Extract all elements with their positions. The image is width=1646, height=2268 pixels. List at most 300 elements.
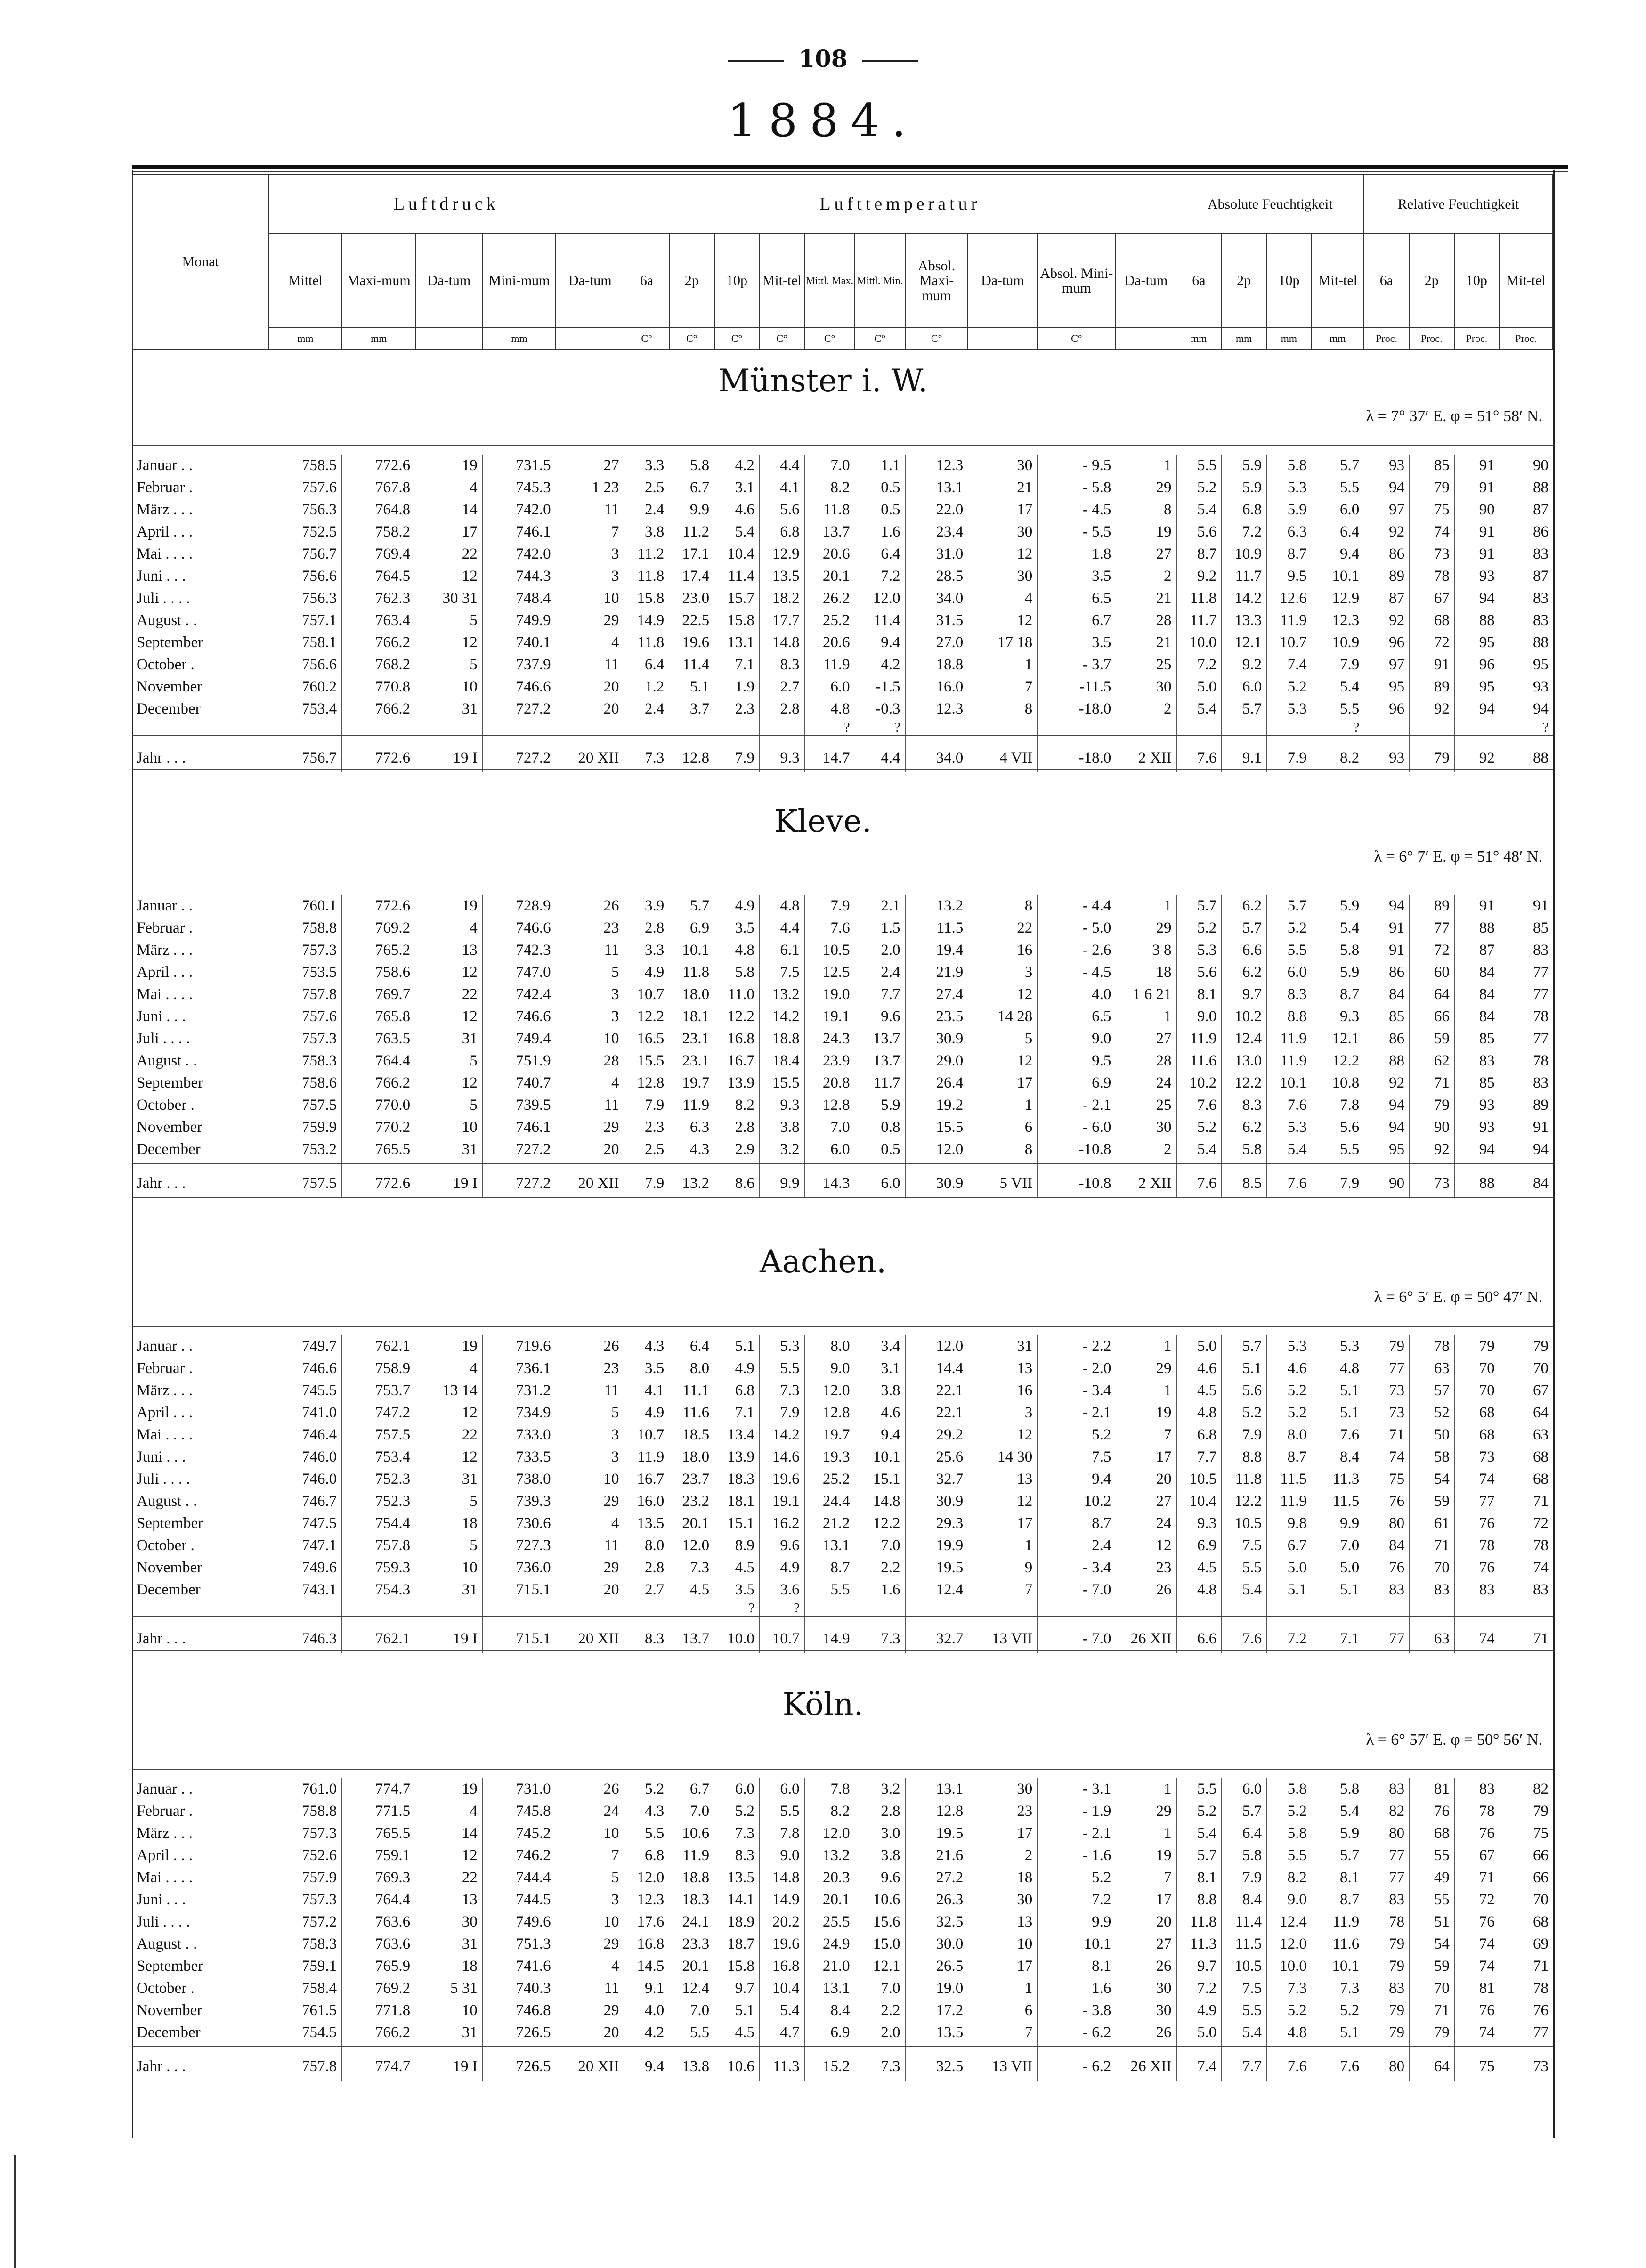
cell: 3 <box>968 961 1038 984</box>
month-label: Jahr . . . <box>137 1174 186 1192</box>
cell: 68 <box>1500 1446 1553 1468</box>
table-row <box>132 1557 1553 1579</box>
cell: 13.7 <box>669 1616 714 1653</box>
cell: 79 <box>1500 1335 1553 1358</box>
header-col-1: Maxi-mum <box>342 234 415 328</box>
cell: 66 <box>1500 1845 1553 1867</box>
cell: 70 <box>1500 1889 1553 1911</box>
cell: 86 <box>1500 521 1553 543</box>
cell: 15.7 <box>714 587 760 610</box>
cell: 12.0 <box>905 1138 968 1161</box>
cell: 13.5 <box>759 565 804 587</box>
cell: 6.4 <box>855 543 905 565</box>
cell: 8.8 <box>1176 1889 1222 1911</box>
cell: 1 <box>968 1977 1038 2000</box>
cell: 8 <box>968 698 1038 720</box>
cell: 94 <box>1364 1094 1410 1116</box>
table-row <box>132 1358 1553 1380</box>
cell <box>669 1601 714 1616</box>
cell: 4.5 <box>669 1579 714 1601</box>
bottom-rule <box>132 1197 1553 1198</box>
cell: 11.2 <box>624 543 669 565</box>
cell: 738.0 <box>482 1468 556 1490</box>
cell: 92 <box>1364 521 1410 543</box>
cell: 6.0 <box>804 1138 855 1161</box>
table-row <box>132 1867 1553 1889</box>
cell: - 5.8 <box>1038 477 1116 499</box>
cell <box>855 1601 905 1616</box>
cell: 74 <box>1454 1933 1500 1955</box>
cell: 76 <box>1454 1512 1500 1535</box>
cell: 78 <box>1454 1800 1500 1822</box>
cell: 85 <box>1454 1072 1500 1094</box>
header-col-9: Mittl. Max. <box>804 234 855 328</box>
cell: 754.4 <box>342 1512 415 1535</box>
cell: 16.8 <box>624 1933 669 1955</box>
cell: 76 <box>1364 1557 1410 1579</box>
cell <box>556 720 624 735</box>
cell: 13.1 <box>714 632 760 654</box>
cell: 2.9 <box>714 1138 760 1161</box>
cell: 25.6 <box>905 1446 968 1468</box>
cell: 68 <box>1500 1468 1553 1490</box>
cell: 7 <box>968 2022 1038 2044</box>
cell <box>669 720 714 735</box>
cell: 4.3 <box>624 1335 669 1358</box>
cell: 30 <box>1116 1977 1176 2000</box>
cell: 2.8 <box>624 917 669 939</box>
cell: 13 <box>968 1358 1038 1380</box>
cell: 61 <box>1410 1512 1455 1535</box>
cell: 7.6 <box>1267 2044 1312 2081</box>
table-row <box>132 939 1553 961</box>
cell: 3 <box>556 1889 624 1911</box>
month-label: Januar . . <box>137 1780 193 1797</box>
cell: 762.3 <box>342 587 415 610</box>
cell: 77 <box>1410 917 1455 939</box>
cell <box>1410 720 1455 735</box>
cell: 12 <box>1116 1535 1176 1557</box>
cell: 75 <box>1454 2044 1500 2081</box>
cell: 74 <box>1364 1446 1410 1468</box>
cell: 77 <box>1364 1358 1410 1380</box>
cell: 5.1 <box>1312 1402 1364 1424</box>
header-unit-22: Proc. <box>1499 328 1553 349</box>
cell: 746.6 <box>482 917 556 939</box>
cell: 9.3 <box>1176 1512 1222 1535</box>
cell: 768.2 <box>342 654 415 676</box>
cell: 4.6 <box>1267 1358 1312 1380</box>
cell: 14 <box>415 499 483 521</box>
margin-line <box>0 2155 16 2268</box>
cell: 4.5 <box>1176 1380 1222 1402</box>
cell: 10.0 <box>1267 1955 1312 1977</box>
cell: 4.2 <box>714 455 760 477</box>
cell: 21.6 <box>905 1845 968 1867</box>
cell: 8.8 <box>1267 1006 1312 1028</box>
cell: -10.8 <box>1038 1138 1116 1161</box>
header-unit-10: C° <box>855 328 905 349</box>
cell: 771.8 <box>342 2000 415 2022</box>
cell: 7.7 <box>1222 2044 1267 2081</box>
cell: 6.8 <box>1222 499 1267 521</box>
cell: 10 <box>556 1028 624 1050</box>
cell: 7.2 <box>1176 1977 1222 2000</box>
cell: 746.8 <box>482 2000 556 2022</box>
cell: 79 <box>1410 2022 1455 2044</box>
cell: 766.2 <box>342 698 415 720</box>
cell: 5.5 <box>1176 455 1222 477</box>
cell: 6.3 <box>669 1116 714 1138</box>
cell: 731.5 <box>482 455 556 477</box>
cell: 12.0 <box>1267 1933 1312 1955</box>
cell: 76 <box>1500 2000 1553 2022</box>
cell: 23.5 <box>905 1006 968 1028</box>
cell: 76 <box>1454 1911 1500 1933</box>
cell: 4.1 <box>759 477 804 499</box>
cell <box>804 1601 855 1616</box>
cell: 78 <box>1500 1050 1553 1072</box>
cell: -11.5 <box>1038 676 1116 698</box>
cell: 5.1 <box>1312 1380 1364 1402</box>
cell: 88 <box>1454 1161 1500 1197</box>
cell: 21.0 <box>804 1955 855 1977</box>
cell: 746.0 <box>268 1446 342 1468</box>
cell: 757.8 <box>268 984 342 1006</box>
cell: 6.9 <box>669 917 714 939</box>
cell: 764.5 <box>342 565 415 587</box>
cell: 86 <box>1364 1028 1410 1050</box>
cell: 9.7 <box>1222 984 1267 1006</box>
cell: 87 <box>1364 587 1410 610</box>
cell: 27 <box>556 455 624 477</box>
cell: 4.4 <box>855 735 905 772</box>
cell: 11.9 <box>669 1845 714 1867</box>
cell: 76 <box>1410 1800 1455 1822</box>
cell: 3.8 <box>855 1380 905 1402</box>
cell: 6.4 <box>1312 521 1364 543</box>
station-title: Köln. <box>782 1686 864 1723</box>
cell: 8.3 <box>759 654 804 676</box>
cell: 772.6 <box>342 895 415 917</box>
cell: 13.5 <box>714 1867 760 1889</box>
cell: 5.0 <box>1267 1557 1312 1579</box>
table-row <box>132 1822 1553 1845</box>
cell: 8.8 <box>1222 1446 1267 1468</box>
cell: 20 <box>1116 1468 1176 1490</box>
cell <box>1176 1601 1222 1616</box>
cell: 5.1 <box>1267 1579 1312 1601</box>
cell: 746.0 <box>268 1468 342 1490</box>
header-col-18: Mit-tel <box>1312 234 1364 328</box>
cell: 4.8 <box>714 939 760 961</box>
table-row <box>132 1977 1553 2000</box>
month-label: Januar . . <box>137 457 193 474</box>
cell: 8.1 <box>1176 984 1222 1006</box>
cell: 13.1 <box>905 477 968 499</box>
cell: 93 <box>1454 1094 1500 1116</box>
month-label: August . . <box>137 612 197 629</box>
cell: 8 <box>1116 499 1176 521</box>
cell: 15.5 <box>759 1072 804 1094</box>
cell: 6.9 <box>1176 1535 1222 1557</box>
cell: 7.8 <box>759 1822 804 1845</box>
cell: 12.4 <box>1267 1911 1312 1933</box>
cell: 7.3 <box>759 1380 804 1402</box>
month-label: October . <box>137 1537 195 1554</box>
cell: 20.6 <box>804 543 855 565</box>
cell: 29 <box>556 1116 624 1138</box>
cell <box>759 720 804 735</box>
cell: 757.8 <box>342 1535 415 1557</box>
cell: 2.8 <box>624 1557 669 1579</box>
cell: 95 <box>1364 676 1410 698</box>
month-label: November <box>137 678 203 695</box>
cell: 5.2 <box>1267 1800 1312 1822</box>
cell: 18 <box>415 1512 483 1535</box>
cell: 73 <box>1410 1161 1455 1197</box>
cell: 11.8 <box>804 499 855 521</box>
cell: 10 <box>556 1911 624 1933</box>
cell: 4.8 <box>1176 1579 1222 1601</box>
cell: 19 I <box>415 2044 483 2081</box>
cell: 3.9 <box>624 895 669 917</box>
cell: 5.2 <box>1176 1116 1222 1138</box>
cell: 7.9 <box>1222 1424 1267 1446</box>
cell: 84 <box>1364 984 1410 1006</box>
cell: - 6.2 <box>1038 2022 1116 2044</box>
cell: 12.0 <box>804 1380 855 1402</box>
cell: - 6.2 <box>1038 2044 1116 2081</box>
cell: 78 <box>1454 1535 1500 1557</box>
cell: 93 <box>1500 676 1553 698</box>
cell: 6.9 <box>804 2022 855 2044</box>
cell: 751.9 <box>482 1050 556 1072</box>
cell: 88 <box>1454 917 1500 939</box>
cell: 8.3 <box>624 1616 669 1653</box>
table-row <box>132 1535 1553 1557</box>
cell: 11.8 <box>1176 587 1222 610</box>
cell: 13.9 <box>714 1446 760 1468</box>
cell: 1 <box>968 1094 1038 1116</box>
bottom-rule <box>132 769 1553 770</box>
month-label: Juni . . . <box>137 1448 186 1465</box>
cell: 759.3 <box>342 1557 415 1579</box>
cell: 92 <box>1410 698 1455 720</box>
cell: 31.0 <box>905 543 968 565</box>
cell: 22 <box>415 1424 483 1446</box>
cell: 7.3 <box>855 1616 905 1653</box>
cell: 91 <box>1364 917 1410 939</box>
cell: ? <box>804 720 855 735</box>
table-row <box>132 917 1553 939</box>
cell: 70 <box>1410 1977 1455 2000</box>
cell: 71 <box>1410 1072 1455 1094</box>
cell: 12.4 <box>669 1977 714 2000</box>
cell: 16.7 <box>624 1468 669 1490</box>
cell: 762.1 <box>342 1616 415 1653</box>
cell: 5.8 <box>714 961 760 984</box>
cell: 12 <box>968 1424 1038 1446</box>
cell: 772.6 <box>342 455 415 477</box>
cell: 11.9 <box>1312 1911 1364 1933</box>
cell: 5.8 <box>1312 1778 1364 1800</box>
cell: 10.9 <box>1222 543 1267 565</box>
cell: 57 <box>1410 1380 1455 1402</box>
cell: 7.4 <box>1176 2044 1222 2081</box>
cell: 6.3 <box>1267 521 1312 543</box>
cell: 92 <box>1364 1072 1410 1094</box>
cell: 726.5 <box>482 2044 556 2081</box>
cell: 6.9 <box>1038 1072 1116 1094</box>
month-label: December <box>137 1581 201 1598</box>
cell: 6.5 <box>1038 587 1116 610</box>
cell: 23.3 <box>669 1933 714 1955</box>
cell: 8.7 <box>1176 543 1222 565</box>
cell <box>1454 1601 1500 1616</box>
cell: 3.2 <box>855 1778 905 1800</box>
cell: 17 <box>968 1822 1038 1845</box>
cell: 94 <box>1454 1138 1500 1161</box>
table-row <box>132 1138 1553 1161</box>
cell: 77 <box>1500 961 1553 984</box>
cell: 71 <box>1454 1867 1500 1889</box>
cell: 752.3 <box>342 1468 415 1490</box>
cell: 3.7 <box>669 698 714 720</box>
cell: 5.8 <box>1312 939 1364 961</box>
cell: 6.6 <box>1222 939 1267 961</box>
cell: 4.8 <box>1312 1358 1364 1380</box>
cell: 32.7 <box>905 1468 968 1490</box>
cell: 4.0 <box>624 2000 669 2022</box>
month-label: Februar . <box>137 1803 193 1820</box>
header-unit-0: mm <box>268 328 342 349</box>
cell: 11.9 <box>624 1446 669 1468</box>
cell: 14.2 <box>759 1424 804 1446</box>
cell: 7.3 <box>855 2044 905 2081</box>
cell: 12 <box>415 1006 483 1028</box>
cell: 24 <box>1116 1072 1176 1094</box>
cell: 758.3 <box>268 1933 342 1955</box>
cell: 5 <box>415 654 483 676</box>
cell: 11.9 <box>804 654 855 676</box>
cell: 11.5 <box>905 917 968 939</box>
cell: 3.8 <box>855 1845 905 1867</box>
cell: 3.8 <box>624 521 669 543</box>
cell: 1 6 21 <box>1116 984 1176 1006</box>
cell: 7.6 <box>804 917 855 939</box>
cell: 763.5 <box>342 1028 415 1050</box>
cell: 10 <box>556 1822 624 1845</box>
cell: 93 <box>1364 735 1410 772</box>
cell: 14.5 <box>624 1955 669 1977</box>
cell: 17.1 <box>669 543 714 565</box>
cell: 29 <box>1116 477 1176 499</box>
cell: 9 <box>968 1557 1038 1579</box>
cell: 767.8 <box>342 477 415 499</box>
cell: 764.4 <box>342 1889 415 1911</box>
cell: - 4.4 <box>1038 895 1116 917</box>
cell <box>268 720 342 735</box>
cell: 29 <box>556 1557 624 1579</box>
cell: 91 <box>1410 654 1455 676</box>
cell: 7.5 <box>1038 1446 1116 1468</box>
cell: 12.8 <box>624 1072 669 1094</box>
cell: 5.1 <box>1312 2022 1364 2044</box>
cell: 84 <box>1454 961 1500 984</box>
cell: - 2.0 <box>1038 1358 1116 1380</box>
header-unit-11: C° <box>905 328 968 349</box>
cell: 744.4 <box>482 1867 556 1889</box>
cell: 12.8 <box>804 1094 855 1116</box>
cell: - 1.6 <box>1038 1845 1116 1867</box>
cell: 5.4 <box>1267 1138 1312 1161</box>
cell: 19 <box>415 455 483 477</box>
cell: 11.8 <box>1176 1911 1222 1933</box>
cell: 85 <box>1364 1006 1410 1028</box>
month-label: October . <box>137 656 195 673</box>
cell: 15.0 <box>855 1933 905 1955</box>
cell: 715.1 <box>482 1616 556 1653</box>
cell: 5.7 <box>1312 455 1364 477</box>
cell: 16.8 <box>714 1028 760 1050</box>
month-label: Juli . . . . <box>137 1913 190 1930</box>
cell: 11.8 <box>1222 1468 1267 1490</box>
cell: 715.1 <box>482 1579 556 1601</box>
cell: 75 <box>1364 1468 1410 1490</box>
month-label: April . . . <box>137 1404 193 1421</box>
cell: 7.3 <box>1312 1977 1364 2000</box>
cell: 7 <box>968 1579 1038 1601</box>
month-label: Mai . . . . <box>137 986 193 1003</box>
cell: 19 <box>1116 1845 1176 1867</box>
cell: 25.5 <box>804 1911 855 1933</box>
cell: 30 <box>1116 2000 1176 2022</box>
cell: 68 <box>1410 1822 1455 1845</box>
cell: 753.2 <box>268 1138 342 1161</box>
cell: 8.3 <box>714 1845 760 1867</box>
cell: 32.5 <box>905 1911 968 1933</box>
cell: 28.5 <box>905 565 968 587</box>
cell: 756.7 <box>268 735 342 772</box>
cell: 83 <box>1500 1579 1553 1601</box>
cell: 3.8 <box>759 1116 804 1138</box>
cell: 5.7 <box>1222 917 1267 939</box>
cell: 30 <box>968 1778 1038 1800</box>
month-label: September <box>137 634 203 651</box>
cell: 80 <box>1364 1512 1410 1535</box>
cell: 5.7 <box>1267 895 1312 917</box>
cell: 759.1 <box>342 1845 415 1867</box>
cell: 15.8 <box>714 1955 760 1977</box>
cell: 733.0 <box>482 1424 556 1446</box>
cell: 12.0 <box>855 587 905 610</box>
cell: 749.6 <box>268 1557 342 1579</box>
cell: 769.2 <box>342 917 415 939</box>
cell: 19 I <box>415 735 483 772</box>
cell: 4.2 <box>855 654 905 676</box>
cell: 13 <box>415 1889 483 1911</box>
cell: 11.4 <box>855 610 905 632</box>
cell: 4.6 <box>714 499 760 521</box>
month-label: Jahr . . . <box>137 2057 186 2075</box>
cell: 7.1 <box>714 1402 760 1424</box>
cell: 97 <box>1364 654 1410 676</box>
cell: 94 <box>1364 895 1410 917</box>
cell: 12.2 <box>624 1006 669 1028</box>
cell: - 5.0 <box>1038 917 1116 939</box>
cell: 9.5 <box>1038 1050 1116 1072</box>
